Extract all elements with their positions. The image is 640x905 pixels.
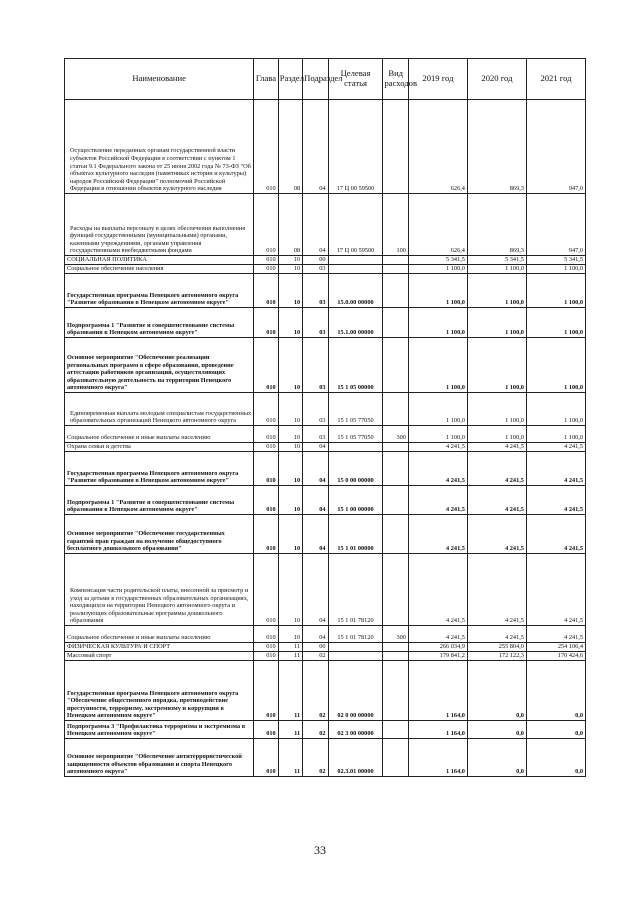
cell-2019: 4 241,5	[408, 486, 467, 515]
cell-podrazdel: 04	[303, 554, 328, 626]
table-row	[65, 265, 586, 274]
cell-2021: 4 241,5	[526, 452, 585, 486]
cell-name: Осуществление переданных органам государственной власти субъектов Российской Федерации в соответствии с пунктом 1 статьи 9.1 Федерального закона от 25 июня 2002 года № 73-ФЗ "Об объектах культурного наследия (памятниках истории и культуры) народов Российской Федерации" полномочий Российской Федерации в отношении объектов культурного наследия	[65, 100, 254, 194]
cell-target: 02.3.01 00000	[328, 739, 383, 777]
cell-vid: 300	[383, 626, 408, 643]
cell-2021: 1 100,0	[526, 265, 585, 274]
cell-razdel: 11	[278, 721, 302, 739]
cell-vid	[383, 554, 408, 626]
cell-2019: 4 241,5	[408, 554, 467, 626]
cell-target: 15 0 00 00000	[328, 452, 383, 486]
cell-glava: 010	[254, 721, 278, 739]
cell-target	[328, 652, 383, 661]
cell-2019: 5 341,5	[408, 256, 467, 265]
cell-2019: 179 841,2	[408, 652, 467, 661]
cell-2020: 4 241,5	[467, 626, 526, 643]
cell-razdel: 10	[278, 393, 302, 426]
cell-name: ФИЗИЧЕСКАЯ КУЛЬТУРА И СПОРТ	[65, 643, 254, 652]
cell-razdel: 10	[278, 554, 302, 626]
cell-vid	[383, 452, 408, 486]
cell-2021: 254 106,4	[526, 643, 585, 652]
cell-2020: 869,3	[467, 194, 526, 256]
cell-2020: 4 241,5	[467, 452, 526, 486]
cell-name: Социальное обеспечение и иные выплаты населению	[65, 626, 254, 643]
cell-2021: 947,0	[526, 194, 585, 256]
cell-target	[328, 256, 383, 265]
cell-2019: 4 241,5	[408, 443, 467, 452]
table-row	[65, 443, 586, 452]
cell-2019: 1 164,0	[408, 721, 467, 739]
cell-target: 17 Ц 00 59500	[328, 100, 383, 194]
cell-target: 15 1 01 78120	[328, 554, 383, 626]
cell-vid	[383, 721, 408, 739]
cell-2019: 1 100,0	[408, 265, 467, 274]
cell-2020: 1 100,0	[467, 265, 526, 274]
cell-2020: 1 100,0	[467, 426, 526, 443]
table-row	[65, 452, 586, 486]
cell-name: Социальное обеспечение населения	[65, 265, 254, 274]
cell-2020: 1 100,0	[467, 393, 526, 426]
cell-glava: 010	[254, 643, 278, 652]
cell-vid	[383, 256, 408, 265]
cell-razdel: 10	[278, 338, 302, 393]
cell-vid	[383, 308, 408, 338]
cell-name: Охрана семьи и детства	[65, 443, 254, 452]
table-row	[65, 100, 586, 194]
cell-2019: 1 164,0	[408, 739, 467, 777]
cell-razdel: 11	[278, 652, 302, 661]
cell-glava: 010	[254, 194, 278, 256]
cell-glava: 010	[254, 486, 278, 515]
cell-2019: 266 034,9	[408, 643, 467, 652]
cell-podrazdel: 00	[303, 643, 328, 652]
cell-target: 15 1 01 00000	[328, 515, 383, 554]
cell-vid: 300	[383, 426, 408, 443]
cell-2020: 0,0	[467, 661, 526, 721]
header-2019: 2019 год	[408, 59, 467, 100]
table-row	[65, 486, 586, 515]
cell-target: 15 1 01 78120	[328, 626, 383, 643]
cell-2021: 4 241,5	[526, 515, 585, 554]
cell-podrazdel: 02	[303, 661, 328, 721]
cell-2019: 1 100,0	[408, 274, 467, 308]
cell-2020: 1 100,0	[467, 274, 526, 308]
cell-razdel: 10	[278, 452, 302, 486]
cell-2021: 4 241,5	[526, 486, 585, 515]
cell-name: Единовременная выплата молодым специалистам государственных образовательных организаций Ненецкого автономного округа	[65, 393, 254, 426]
cell-razdel: 10	[278, 626, 302, 643]
cell-glava: 010	[254, 515, 278, 554]
cell-glava: 010	[254, 661, 278, 721]
cell-2020: 0,0	[467, 739, 526, 777]
header-glava: Глава	[254, 59, 278, 100]
cell-podrazdel: 04	[303, 626, 328, 643]
cell-glava: 010	[254, 426, 278, 443]
cell-glava: 010	[254, 443, 278, 452]
cell-2021: 4 241,5	[526, 443, 585, 452]
table-body	[65, 100, 586, 777]
cell-podrazdel: 03	[303, 308, 328, 338]
cell-razdel: 10	[278, 256, 302, 265]
cell-name: Компенсация части родительской платы, внесенной за присмотр и уход за детьми в государственных образовательных организациях, находящихся на территории Ненецкого автономного округа и реализующих образовательные программы дошкольного образования	[65, 554, 254, 626]
cell-2019: 1 100,0	[408, 308, 467, 338]
cell-vid	[383, 652, 408, 661]
cell-podrazdel: 02	[303, 721, 328, 739]
cell-podrazdel: 03	[303, 338, 328, 393]
cell-target: 15 1 05 00000	[328, 338, 383, 393]
table-row	[65, 426, 586, 443]
cell-podrazdel: 03	[303, 393, 328, 426]
cell-vid	[383, 486, 408, 515]
cell-2021: 947,0	[526, 100, 585, 194]
cell-razdel: 10	[278, 486, 302, 515]
table-row	[65, 308, 586, 338]
cell-podrazdel: 00	[303, 256, 328, 265]
header-vid: Вид расходов	[383, 59, 408, 100]
cell-glava: 010	[254, 338, 278, 393]
cell-name: Социальное обеспечение и иные выплаты населению	[65, 426, 254, 443]
cell-glava: 010	[254, 256, 278, 265]
header-2021: 2021 год	[526, 59, 585, 100]
cell-2021: 5 341,5	[526, 256, 585, 265]
cell-podrazdel: 03	[303, 265, 328, 274]
cell-2019: 1 100,0	[408, 426, 467, 443]
cell-target	[328, 265, 383, 274]
cell-name: СОЦИАЛЬНАЯ ПОЛИТИКА	[65, 256, 254, 265]
cell-vid	[383, 515, 408, 554]
cell-podrazdel: 04	[303, 486, 328, 515]
table-row	[65, 194, 586, 256]
table-row	[65, 661, 586, 721]
cell-razdel: 10	[278, 426, 302, 443]
cell-target: 17 Ц 00 59500	[328, 194, 383, 256]
cell-vid	[383, 443, 408, 452]
page-number: 33	[314, 843, 326, 857]
header-target: Целевая статья	[328, 59, 383, 100]
cell-glava: 010	[254, 739, 278, 777]
cell-2021: 0,0	[526, 661, 585, 721]
cell-name: Государственная программа Ненецкого автономного округа "Развитие образования в Ненецком автономном округе"	[65, 274, 254, 308]
cell-razdel: 11	[278, 739, 302, 777]
cell-podrazdel: 03	[303, 274, 328, 308]
cell-name: Расходы на выплаты персоналу в целях обеспечения выполнения функций государственными (муниципальными) органами, казенными учреждениями, органами управления государственными внебюджетными фондами	[65, 194, 254, 256]
cell-2020: 4 241,5	[467, 486, 526, 515]
cell-name: Массовый спорт	[65, 652, 254, 661]
cell-razdel: 10	[278, 265, 302, 274]
cell-name: Основное мероприятие "Обеспечение реализации региональных программ в сфере образования, проведение аттестации работников организаций, осуществляющих образовательную деятельность на территории Ненецкого автономного округа"	[65, 338, 254, 393]
cell-2019: 1 100,0	[408, 393, 467, 426]
cell-2019: 626,4	[408, 100, 467, 194]
cell-podrazdel: 04	[303, 443, 328, 452]
cell-podrazdel: 04	[303, 515, 328, 554]
cell-2021: 1 100,0	[526, 393, 585, 426]
table-header-row	[65, 59, 586, 100]
cell-podrazdel: 03	[303, 426, 328, 443]
cell-2020: 5 341,5	[467, 256, 526, 265]
cell-razdel: 10	[278, 274, 302, 308]
cell-2020: 1 100,0	[467, 338, 526, 393]
cell-vid	[383, 739, 408, 777]
cell-name: Подпрограмма 1 "Развитие и совершенствование системы образования в Ненецком автономном округе"	[65, 308, 254, 338]
cell-name: Подпрограмма 1 "Развитие и совершенствование системы образования в Ненецком автономном округе"	[65, 486, 254, 515]
table-row	[65, 554, 586, 626]
cell-2020: 869,3	[467, 100, 526, 194]
cell-target: 15 1 00 00000	[328, 486, 383, 515]
cell-razdel: 08	[278, 194, 302, 256]
cell-glava: 010	[254, 393, 278, 426]
cell-2019: 626,4	[408, 194, 467, 256]
cell-target	[328, 643, 383, 652]
table-row	[65, 626, 586, 643]
cell-razdel: 10	[278, 515, 302, 554]
cell-2020: 1 100,0	[467, 308, 526, 338]
cell-2020: 4 241,5	[467, 515, 526, 554]
cell-2019: 1 100,0	[408, 338, 467, 393]
cell-2021: 1 100,0	[526, 308, 585, 338]
cell-glava: 010	[254, 308, 278, 338]
cell-glava: 010	[254, 265, 278, 274]
cell-vid	[383, 100, 408, 194]
cell-razdel: 11	[278, 643, 302, 652]
cell-target: 15 1 05 77050	[328, 393, 383, 426]
cell-2021: 1 100,0	[526, 338, 585, 393]
cell-target	[328, 443, 383, 452]
cell-2021: 0,0	[526, 721, 585, 739]
table-row	[65, 739, 586, 777]
cell-podrazdel: 02	[303, 739, 328, 777]
cell-vid	[383, 643, 408, 652]
table-row	[65, 256, 586, 265]
cell-target: 15.1.00 00000	[328, 308, 383, 338]
header-2020: 2020 год	[467, 59, 526, 100]
budget-table	[64, 58, 586, 777]
cell-2020: 172 122,3	[467, 652, 526, 661]
cell-2020: 0,0	[467, 721, 526, 739]
table-row	[65, 721, 586, 739]
cell-2020: 255 804,0	[467, 643, 526, 652]
cell-2021: 4 241,5	[526, 626, 585, 643]
cell-razdel: 10	[278, 308, 302, 338]
cell-2021: 1 100,0	[526, 426, 585, 443]
cell-glava: 010	[254, 626, 278, 643]
cell-glava: 010	[254, 274, 278, 308]
cell-2020: 4 241,5	[467, 554, 526, 626]
table-row	[65, 643, 586, 652]
cell-razdel: 11	[278, 661, 302, 721]
cell-razdel: 10	[278, 443, 302, 452]
cell-glava: 010	[254, 554, 278, 626]
header-razdel: Раздел	[278, 59, 302, 100]
cell-name: Государственная программа Ненецкого автономного округа "Развитие образования в Ненецком автономном округе"	[65, 452, 254, 486]
cell-target: 02 0 00 00000	[328, 661, 383, 721]
cell-2019: 4 241,5	[408, 515, 467, 554]
cell-name: Государственная программа Ненецкого автономного округа "Обеспечение общественного порядка, противодействие преступности, терроризму, экстремизму и коррупции в Ненецком автономном округе"	[65, 661, 254, 721]
table-row	[65, 274, 586, 308]
table-row	[65, 338, 586, 393]
cell-2021: 170 424,6	[526, 652, 585, 661]
cell-2020: 4 241,5	[467, 443, 526, 452]
header-podrazdel: Подраздел	[303, 59, 328, 100]
cell-target: 02 3 00 00000	[328, 721, 383, 739]
cell-target: 15.0.00 00000	[328, 274, 383, 308]
cell-2019: 1 164,0	[408, 661, 467, 721]
cell-2021: 1 100,0	[526, 274, 585, 308]
cell-vid	[383, 338, 408, 393]
cell-vid	[383, 274, 408, 308]
table-row	[65, 515, 586, 554]
cell-glava: 010	[254, 100, 278, 194]
cell-vid	[383, 265, 408, 274]
cell-2019: 4 241,5	[408, 626, 467, 643]
cell-2021: 0,0	[526, 739, 585, 777]
cell-vid	[383, 393, 408, 426]
cell-name: Основное мероприятие "Обеспечение государственных гарантий прав граждан на получение общедоступного бесплатного дошкольного образования"	[65, 515, 254, 554]
cell-target: 15 1 05 77050	[328, 426, 383, 443]
cell-podrazdel: 04	[303, 452, 328, 486]
cell-glava: 010	[254, 652, 278, 661]
table-row	[65, 652, 586, 661]
cell-2019: 4 241,5	[408, 452, 467, 486]
cell-name: Подпрограмма 3 "Профилактика терроризма и экстремизма в Ненецком автономном округе"	[65, 721, 254, 739]
cell-name: Основное мероприятие "Обеспечение антитеррористической защищенности объектов образования и спорта Ненецкого автономного округа"	[65, 739, 254, 777]
cell-2021: 4 241,5	[526, 554, 585, 626]
cell-vid	[383, 661, 408, 721]
cell-razdel: 08	[278, 100, 302, 194]
cell-vid: 100	[383, 194, 408, 256]
cell-podrazdel: 02	[303, 652, 328, 661]
header-name: Наименование	[65, 59, 254, 100]
cell-glava: 010	[254, 452, 278, 486]
table-row	[65, 393, 586, 426]
cell-podrazdel: 04	[303, 100, 328, 194]
cell-podrazdel: 04	[303, 194, 328, 256]
